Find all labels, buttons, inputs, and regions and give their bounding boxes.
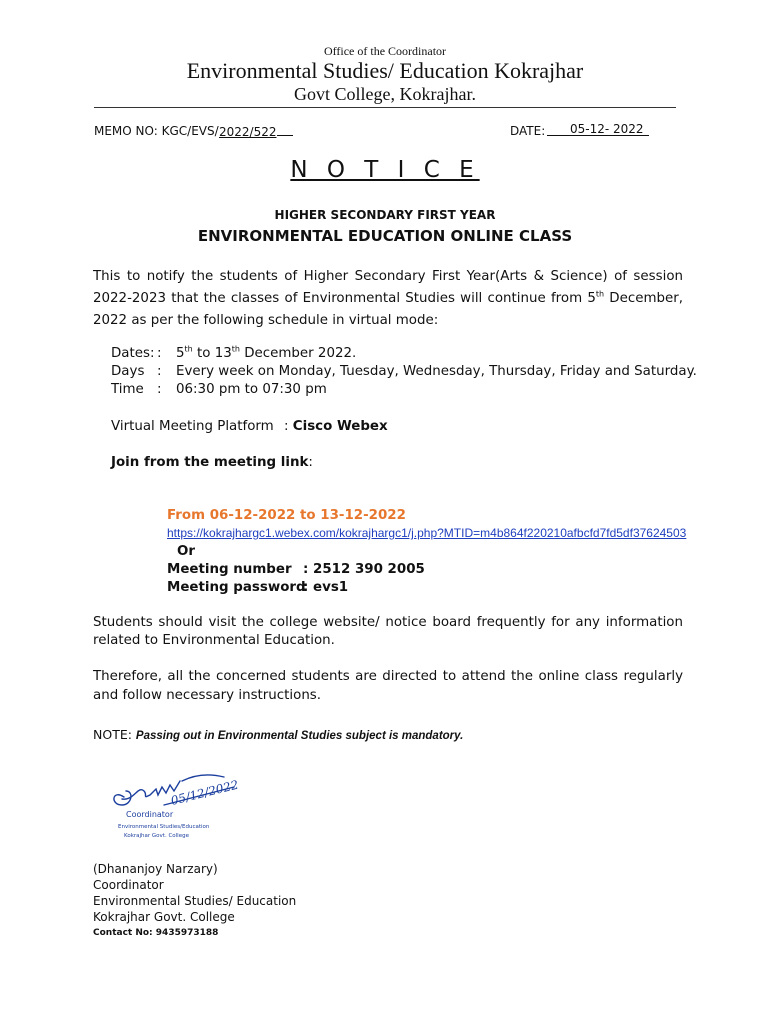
days-colon: : — [157, 364, 162, 379]
or-label: Or — [177, 544, 195, 559]
contact-number: Contact No: 9435973188 — [93, 928, 219, 938]
date-label: DATE: — [510, 124, 546, 138]
memo-label: MEMO NO: KGC/EVS/ — [94, 124, 219, 138]
stamp-line2: Kokrajhar Govt. College — [124, 833, 189, 839]
class-level: HIGHER SECONDARY FIRST YEAR — [274, 208, 496, 222]
join-label: Join from the meeting link: — [111, 455, 313, 470]
signatory-college: Kokrajhar Govt. College — [93, 910, 235, 924]
note: NOTE: Passing out in Environmental Studies subject is mandatory. — [93, 727, 464, 742]
webex-link[interactable]: https://kokrajhargc1.webex.com/kokrajhargc1/j.php?MTID=m4b864f220210afbcfd7fd5df37624503 — [167, 526, 687, 540]
signatory-title: Coordinator — [93, 878, 164, 892]
department-heading: Environmental Studies/ Education Kokrajhar — [186, 58, 584, 83]
signatory-name: (Dhananjoy Narzary) — [93, 862, 218, 876]
platform-label: Virtual Meeting Platform — [111, 419, 274, 434]
directive-paragraph: Therefore, all the concerned students are directed to attend the online class regularly and follow necessary instructions. — [93, 669, 683, 703]
meeting-number-value: : 2512 390 2005 — [303, 562, 425, 577]
stamp-line1: Environmental Studies/Education — [118, 824, 210, 830]
visit-paragraph: Students should visit the college website/ notice board frequently for any information related to Environmental Education. — [93, 615, 683, 648]
stamp-title: Coordinator — [126, 810, 174, 819]
notice-title: N O T I C E — [290, 157, 480, 183]
signatory-dept: Environmental Studies/ Education — [93, 894, 297, 908]
meeting-password-value: : evs1 — [303, 580, 349, 595]
memo-number: 2022/522 — [219, 124, 293, 139]
office-line: Office of the Coordinator — [323, 44, 447, 58]
days-value: Every week on Monday, Tuesday, Wednesday, Thursday, Friday and Saturday. — [176, 364, 697, 379]
signature-date: 05/12/2022 — [169, 777, 240, 808]
meeting-number-label: Meeting number — [167, 562, 292, 577]
date-range: From 06-12-2022 to 13-12-2022 — [167, 508, 406, 523]
time-label: Time — [111, 382, 144, 397]
signature-stamp-image — [104, 765, 254, 847]
intro-paragraph: This to notify the students of Higher Secondary First Year(Arts & Science) of session 2022-2023 that the classes of Environmental Studies will continue from 5th December, 2022 as per the following schedule in virtual mode: — [93, 269, 683, 328]
meeting-password-label: Meeting password — [167, 580, 306, 595]
college-heading: Govt College, Kokrajhar. — [294, 84, 476, 104]
days-label: Days — [111, 364, 145, 379]
dates-colon: : — [157, 346, 162, 361]
dates-label: Dates: — [111, 346, 155, 361]
subject-title: ENVIRONMENTAL EDUCATION ONLINE CLASS — [197, 227, 573, 245]
time-colon: : — [157, 382, 162, 397]
memo-date: 05-12- 2022 — [570, 122, 644, 136]
platform-value: : Cisco Webex — [284, 419, 388, 434]
dates-value: 5th to 13th December 2022. — [176, 344, 357, 361]
header-divider — [94, 107, 676, 108]
time-value: 06:30 pm to 07:30 pm — [176, 382, 327, 397]
